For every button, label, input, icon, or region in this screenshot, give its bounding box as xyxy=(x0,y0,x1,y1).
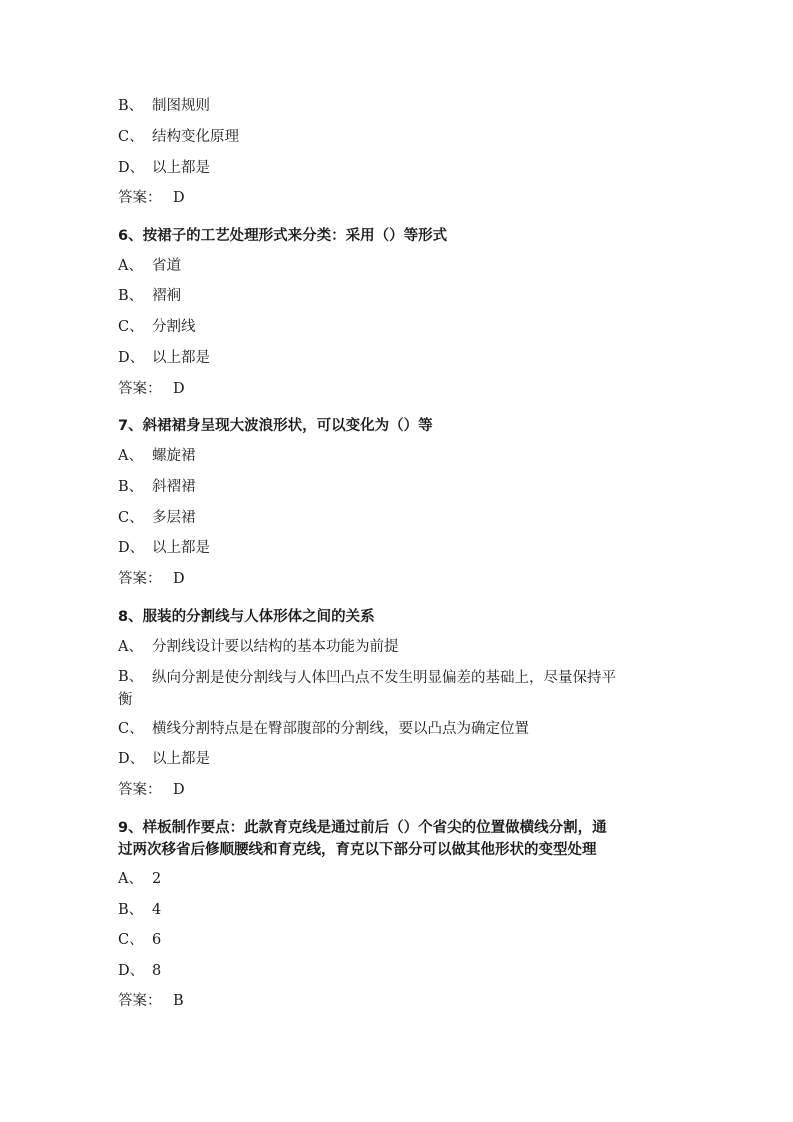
option-text: 横线分割特点是在臀部腹部的分割线，要以凸点为确定位置 xyxy=(152,721,529,737)
answer-value: D xyxy=(173,190,185,206)
option-text: 2 xyxy=(152,871,162,887)
option-text: 纵向分割是使分割线与人体凹凸点不发生明显偏差的基础上，尽量保持平 xyxy=(152,670,616,686)
question-title: 8、服装的分割线与人体形体之间的关系 xyxy=(118,609,375,625)
answer-line xyxy=(118,780,185,800)
option-letter: D、 xyxy=(118,751,145,767)
option-a xyxy=(118,637,399,657)
option-letter: C、 xyxy=(118,721,144,737)
option-text: 螺旋裙 xyxy=(152,448,196,464)
option-a xyxy=(118,869,161,889)
option-text: 以上都是 xyxy=(152,350,210,366)
option-c xyxy=(118,719,529,739)
answer-value: D xyxy=(173,381,185,397)
option-text: 制图规则 xyxy=(152,98,210,114)
option-text: 分割线设计要以结构的基本功能为前提 xyxy=(152,639,399,655)
option-text: 6 xyxy=(152,932,162,948)
option-text: 斜褶裙 xyxy=(152,479,196,495)
question-title: 6、按裙子的工艺处理形式来分类：采用（）等形式 xyxy=(118,228,448,244)
option-text: 4 xyxy=(152,902,162,918)
option-letter: A、 xyxy=(118,448,143,464)
answer-line xyxy=(118,991,184,1011)
answer-value: D xyxy=(173,782,185,798)
answer-value: D xyxy=(173,571,185,587)
question-title-line-2: 过两次移省后修顺腰线和育克线，育克以下部分可以做其他形状的变型处理 xyxy=(118,842,597,858)
option-text: 分割线 xyxy=(152,319,196,335)
option-letter: D、 xyxy=(118,540,145,556)
option-letter: C、 xyxy=(118,129,144,145)
option-text: 省道 xyxy=(152,258,181,274)
answer-value: B xyxy=(173,993,184,1009)
option-b xyxy=(118,96,210,116)
option-c xyxy=(118,317,196,337)
option-text: 以上都是 xyxy=(152,540,210,556)
option-letter: B、 xyxy=(118,479,144,495)
option-letter: B、 xyxy=(118,288,144,304)
option-d xyxy=(118,348,210,368)
answer-label: 答案： xyxy=(118,993,162,1009)
option-text: 多层裙 xyxy=(152,510,196,526)
answer-line xyxy=(118,379,185,399)
option-text: 以上都是 xyxy=(152,160,210,176)
answer-label: 答案： xyxy=(118,571,162,587)
answer-label: 答案： xyxy=(118,190,162,206)
option-letter: C、 xyxy=(118,932,144,948)
option-text-continuation: 衡 xyxy=(118,692,133,708)
answer-line xyxy=(118,569,185,589)
option-c xyxy=(118,508,196,528)
option-c xyxy=(118,930,161,950)
option-a xyxy=(118,256,181,276)
option-letter: C、 xyxy=(118,319,144,335)
answer-label: 答案： xyxy=(118,782,162,798)
option-d xyxy=(118,749,210,769)
option-letter: A、 xyxy=(118,639,143,655)
option-letter: A、 xyxy=(118,258,143,274)
answer-label: 答案： xyxy=(118,381,162,397)
option-text-block xyxy=(118,667,663,711)
question-title-line-1: 9、样板制作要点：此款育克线是通过前后（）个省尖的位置做横线分割，通 xyxy=(118,820,607,836)
option-letter: D、 xyxy=(118,160,145,176)
question-title: 7、斜裙裙身呈现大波浪形状，可以变化为（）等 xyxy=(118,418,433,434)
option-d xyxy=(118,961,161,981)
option-d xyxy=(118,158,210,178)
option-text: 结构变化原理 xyxy=(152,129,239,145)
option-letter: D、 xyxy=(118,963,145,979)
option-letter: B、 xyxy=(118,902,144,918)
option-letter: B、 xyxy=(118,669,144,685)
answer-line xyxy=(118,188,185,208)
option-letter: D、 xyxy=(118,350,145,366)
option-b xyxy=(118,286,181,306)
option-b xyxy=(118,667,663,711)
option-d xyxy=(118,538,210,558)
option-b xyxy=(118,477,196,497)
option-text: 8 xyxy=(152,963,162,979)
option-a xyxy=(118,446,196,466)
option-letter: C、 xyxy=(118,510,144,526)
option-letter: B、 xyxy=(118,98,144,114)
option-b xyxy=(118,900,161,920)
option-text: 以上都是 xyxy=(152,751,210,767)
option-letter: A、 xyxy=(118,871,143,887)
option-c xyxy=(118,127,239,147)
option-text: 褶裥 xyxy=(152,288,181,304)
